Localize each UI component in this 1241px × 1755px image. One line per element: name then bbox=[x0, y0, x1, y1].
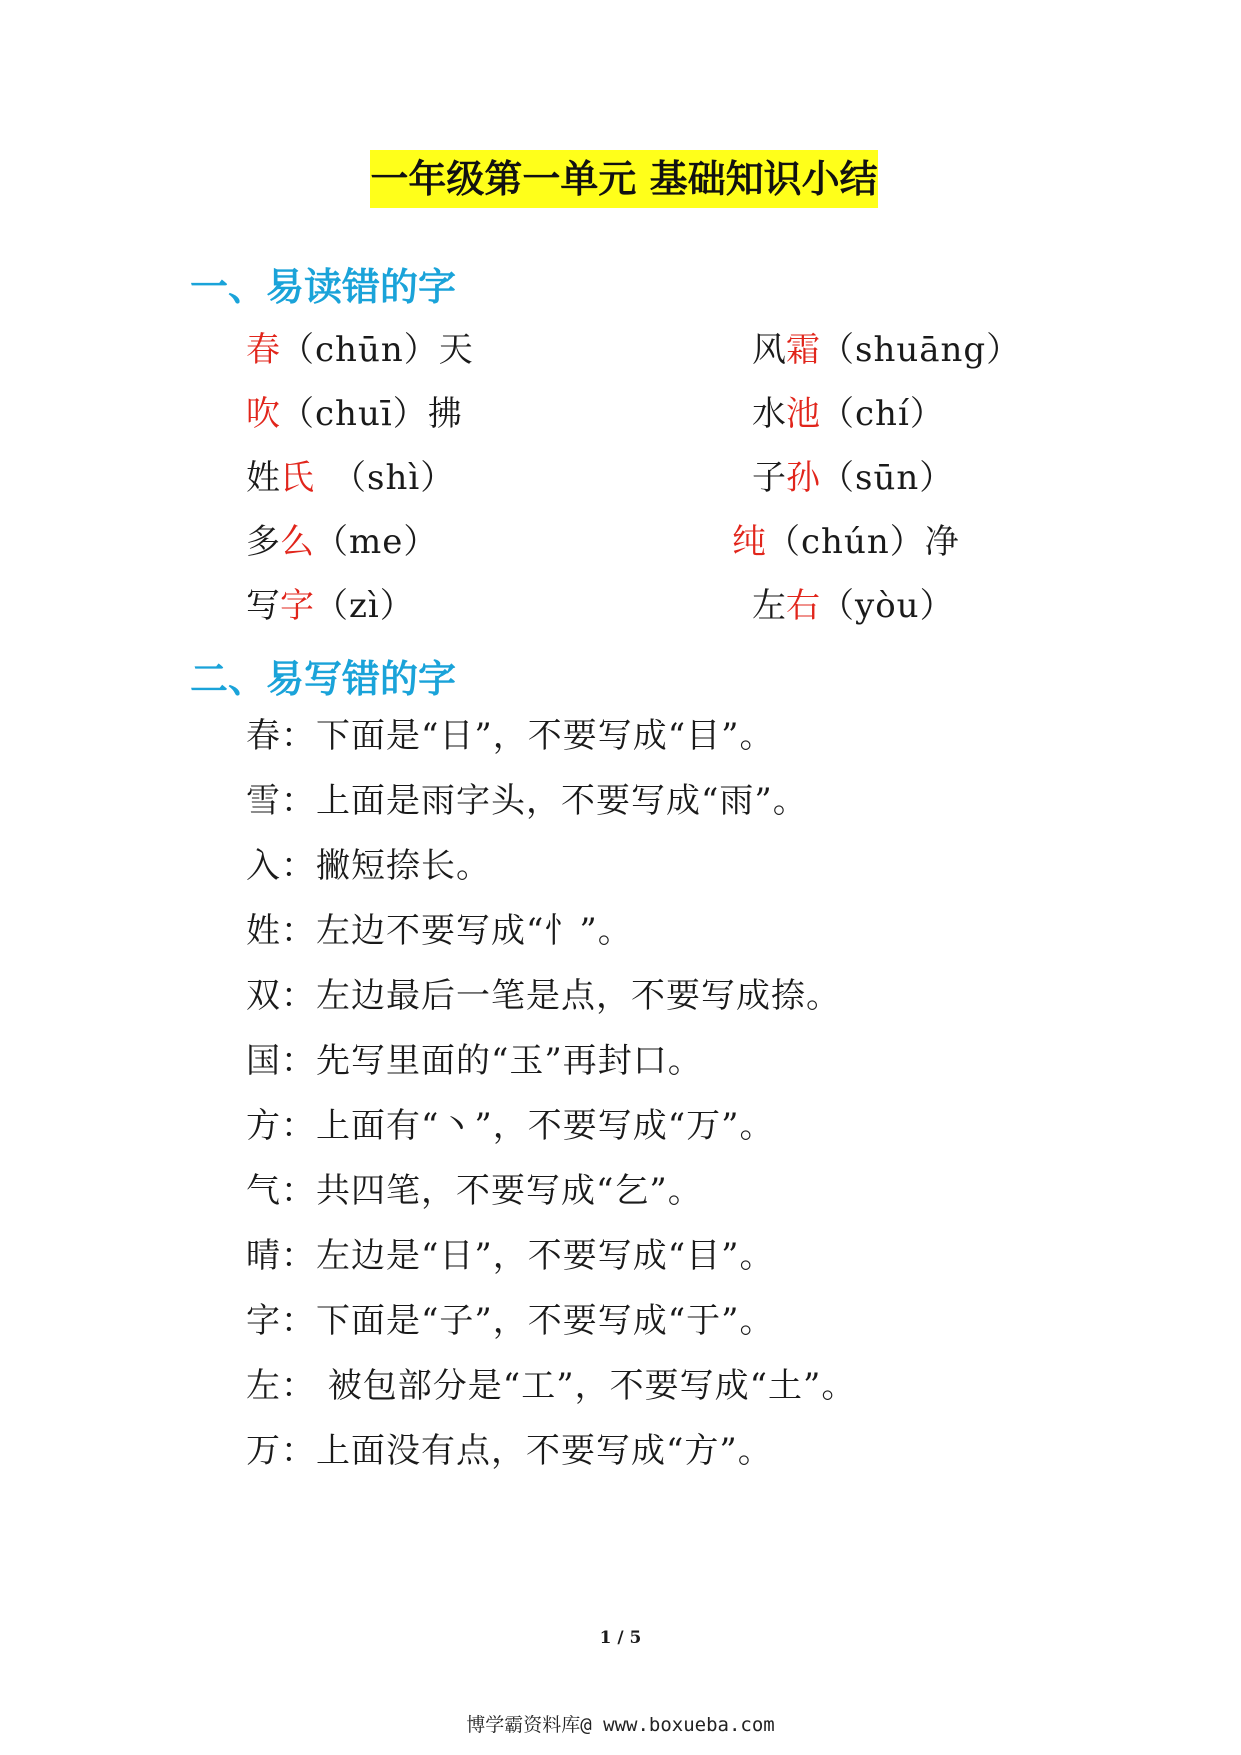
misread-item: 多么（me） bbox=[246, 522, 439, 562]
highlight-char: 氏 bbox=[280, 458, 314, 498]
miswritten-item: 双：左边最后一笔是点，不要写成捺。 bbox=[246, 976, 841, 1016]
highlight-char: 纯 bbox=[732, 522, 766, 562]
miswritten-item: 字：下面是“子”，不要写成“于”。 bbox=[246, 1301, 775, 1341]
highlight-char: 吹 bbox=[246, 394, 280, 434]
footer-watermark: 博学霸资料库@ www.boxueba.com bbox=[466, 1714, 775, 1736]
misread-item: 子孙（sūn） bbox=[752, 458, 955, 498]
miswritten-item: 万：上面没有点，不要写成“方”。 bbox=[246, 1431, 773, 1471]
miswritten-item: 气：共四笔，不要写成“乞”。 bbox=[246, 1171, 703, 1211]
misread-item: 左右（yòu） bbox=[752, 586, 955, 626]
section-heading-miswritten: 二、易写错的字 bbox=[190, 657, 457, 701]
highlight-char: 么 bbox=[280, 522, 314, 562]
highlight-char: 春 bbox=[246, 330, 280, 370]
miswritten-item: 雪：上面是雨字头，不要写成“雨”。 bbox=[246, 781, 808, 821]
miswritten-item: 方：上面有“丶”，不要写成“万”。 bbox=[246, 1106, 775, 1146]
miswritten-item: 左： 被包部分是“工”，不要写成“土”。 bbox=[246, 1366, 857, 1406]
misread-item: 写字（zì） bbox=[246, 586, 415, 626]
section-heading-misread: 一、易读错的字 bbox=[190, 265, 457, 309]
miswritten-item: 国：先写里面的“玉”再封口。 bbox=[246, 1041, 703, 1081]
page-title: 一年级第一单元 基础知识小结 bbox=[370, 150, 878, 208]
misread-item: 吹（chuī）拂 bbox=[246, 394, 462, 434]
highlight-char: 右 bbox=[786, 586, 820, 626]
highlight-char: 池 bbox=[786, 394, 820, 434]
highlight-char: 字 bbox=[280, 586, 314, 626]
miswritten-item: 晴：左边是“日”，不要写成“目”。 bbox=[246, 1236, 775, 1276]
highlight-char: 霜 bbox=[786, 330, 820, 370]
miswritten-item: 姓：左边不要写成“忄”。 bbox=[246, 911, 633, 951]
misread-item: 姓氏 （shì） bbox=[246, 458, 456, 498]
misread-item: 风霜（shuāng） bbox=[752, 330, 1022, 370]
page-number: 1 / 5 bbox=[599, 1628, 642, 1648]
miswritten-item: 春：下面是“日”，不要写成“目”。 bbox=[246, 716, 775, 756]
highlight-char: 孙 bbox=[786, 458, 820, 498]
misread-item: 水池（chí） bbox=[752, 394, 945, 434]
misread-item: 纯（chún）净 bbox=[732, 522, 959, 562]
misread-item: 春（chūn）天 bbox=[246, 330, 473, 370]
miswritten-item: 入：撇短捺长。 bbox=[246, 846, 491, 886]
